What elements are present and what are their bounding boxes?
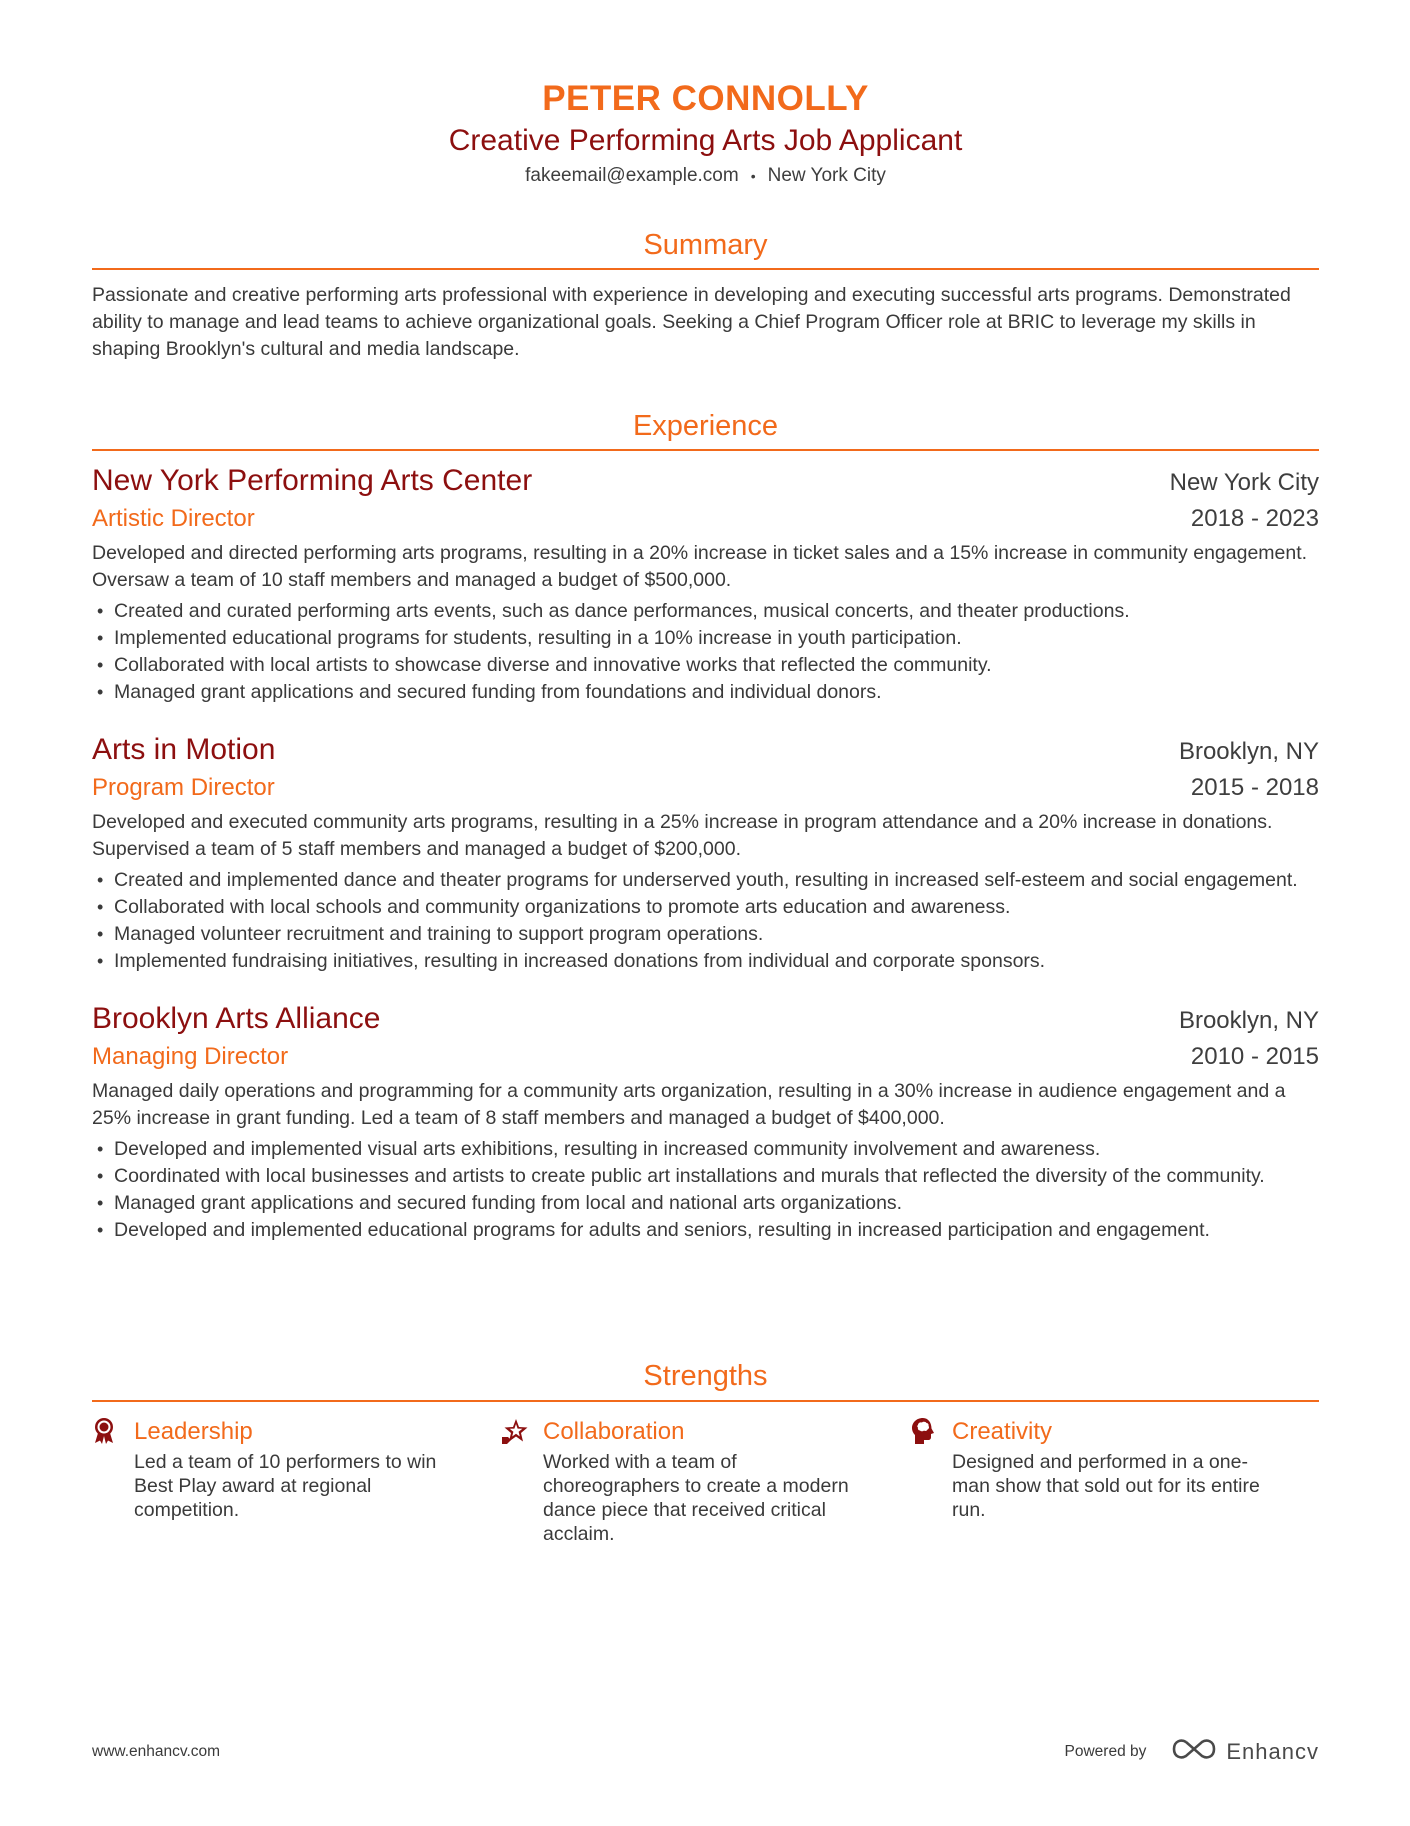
- summary-text: Passionate and creative performing arts professional with experience in developing and executing successful arts programs. Demonstrated ability to manage and lead teams to achieve organizational goals. Seeking a Chief Program Officer role at BRIC to leverage my skills in shaping Brooklyn's cultural and media landscape.: [92, 284, 1291, 361]
- job-location: Brooklyn, NY: [1178, 1007, 1319, 1035]
- strength-name: Collaboration: [543, 1418, 685, 1445]
- enhancv-logo-text: Enhancv: [1226, 1738, 1319, 1764]
- contact-location: New York City: [767, 165, 886, 187]
- job-bullets: [92, 598, 1319, 706]
- job-role: Managing Director: [92, 1043, 289, 1071]
- page-footer: [92, 1738, 1319, 1765]
- strength-item: [92, 1416, 501, 1546]
- job-company: Arts in Motion: [92, 733, 276, 767]
- candidate-title: Creative Performing Arts Job Applicant: [448, 124, 963, 157]
- strength-item: [501, 1416, 910, 1546]
- job-bullets: [92, 867, 1319, 975]
- strength-description: Designed and performed in a one-man show that sold out for its entire run.: [952, 1451, 1260, 1521]
- section-heading-experience: Experience: [632, 410, 779, 443]
- contact-separator: •: [750, 168, 756, 184]
- job-entry: [92, 461, 1319, 706]
- job-company: Brooklyn Arts Alliance: [92, 1002, 381, 1036]
- job-role: Artistic Director: [92, 505, 255, 533]
- strength-description: Led a team of 10 performers to win Best Play award at regional competition.: [134, 1451, 437, 1521]
- job-bullet: • Collaborated with local artists to showcase diverse and innovative works that reflected the community.: [92, 652, 1319, 679]
- job-bullets: [92, 1136, 1319, 1244]
- job-location: New York City: [1169, 469, 1319, 497]
- job-dates: 2015 - 2018: [1190, 774, 1319, 802]
- strength-item: [910, 1416, 1319, 1546]
- job-role: Program Director: [92, 774, 275, 802]
- job-location: Brooklyn, NY: [1178, 738, 1319, 766]
- job-description: Developed and executed community arts programs, resulting in a 25% increase in program attendance and a 20% increase in donations. Supervised a team of 5 staff members and managed a budget of $200,000.: [92, 811, 1273, 861]
- strength-name: Leadership: [134, 1418, 253, 1445]
- strengths-grid: [92, 1416, 1319, 1546]
- job-description: Developed and directed performing arts programs, resulting in a 20% increase in ticket sales and a 15% increase in community engagement. Oversaw a team of 10 staff members and managed a budget of $500,000.: [92, 542, 1308, 592]
- star-hand-icon: [501, 1416, 543, 1446]
- powered-by-label: Powered by: [1064, 1742, 1147, 1760]
- section-divider: [92, 449, 1319, 451]
- job-bullet: • Managed volunteer recruitment and training to support program operations.: [92, 921, 1319, 948]
- job-bullet: • Managed grant applications and secured funding from foundations and individual donors.: [92, 679, 1319, 706]
- job-entry: [92, 730, 1319, 975]
- job-bullet: • Created and curated performing arts events, such as dance performances, musical concerts, and theater productions.: [92, 598, 1319, 625]
- section-heading-strengths: Strengths: [643, 1360, 768, 1392]
- section-heading-summary: Summary: [643, 229, 768, 262]
- contact-line: [92, 163, 1319, 189]
- head-brain-icon: [910, 1416, 952, 1446]
- job-bullet: • Managed grant applications and secured funding from local and national arts organizations.: [92, 1190, 1319, 1217]
- job-company: New York Performing Arts Center: [92, 464, 533, 498]
- job-dates: 2010 - 2015: [1190, 1043, 1319, 1071]
- job-bullet: • Developed and implemented educational programs for adults and seniors, resulting in increased participation and engagement.: [92, 1217, 1319, 1244]
- section-divider: [92, 1400, 1319, 1402]
- job-bullet: • Developed and implemented visual arts exhibitions, resulting in increased community involvement and awareness.: [92, 1136, 1319, 1163]
- experience-section: [92, 407, 1319, 1244]
- resume-header: [92, 0, 1319, 189]
- job-dates: 2018 - 2023: [1190, 505, 1319, 533]
- job-bullet: • Implemented educational programs for students, resulting in a 10% increase in youth participation.: [92, 625, 1319, 652]
- job-entry: [92, 999, 1319, 1244]
- strength-description: Worked with a team of choreographers to create a modern dance piece that received critical acclaim.: [543, 1451, 849, 1545]
- section-divider: [92, 268, 1319, 270]
- brand-block[interactable]: [1065, 1738, 1319, 1765]
- email-link[interactable]: fakeemail@example.com: [525, 165, 739, 187]
- job-bullet: • Coordinated with local businesses and artists to create public art installations and murals that reflected the diversity of the community.: [92, 1163, 1319, 1190]
- job-bullet: • Created and implemented dance and theater programs for underserved youth, resulting in increased self-esteem and social engagement.: [92, 867, 1319, 894]
- candidate-name: PETER CONNOLLY: [542, 79, 869, 118]
- strengths-section: [92, 1357, 1319, 1546]
- summary-section: [92, 226, 1319, 363]
- enhancv-logo-icon: [1172, 1738, 1216, 1765]
- award-ribbon-icon: [92, 1416, 134, 1446]
- job-bullet: • Collaborated with local schools and community organizations to promote arts education and awareness.: [92, 894, 1319, 921]
- job-bullet: • Implemented fundraising initiatives, resulting in increased donations from individual and corporate sponsors.: [92, 948, 1319, 975]
- website-link[interactable]: www.enhancv.com: [92, 1742, 221, 1760]
- resume-page: [92, 0, 1319, 1826]
- strength-name: Creativity: [952, 1418, 1053, 1445]
- job-description: Managed daily operations and programming for a community arts organization, resulting in a 30% increase in audience engagement and a 25% increase in grant funding. Led a team of 8 staff members and managed a budget of $400,000.: [92, 1080, 1286, 1130]
